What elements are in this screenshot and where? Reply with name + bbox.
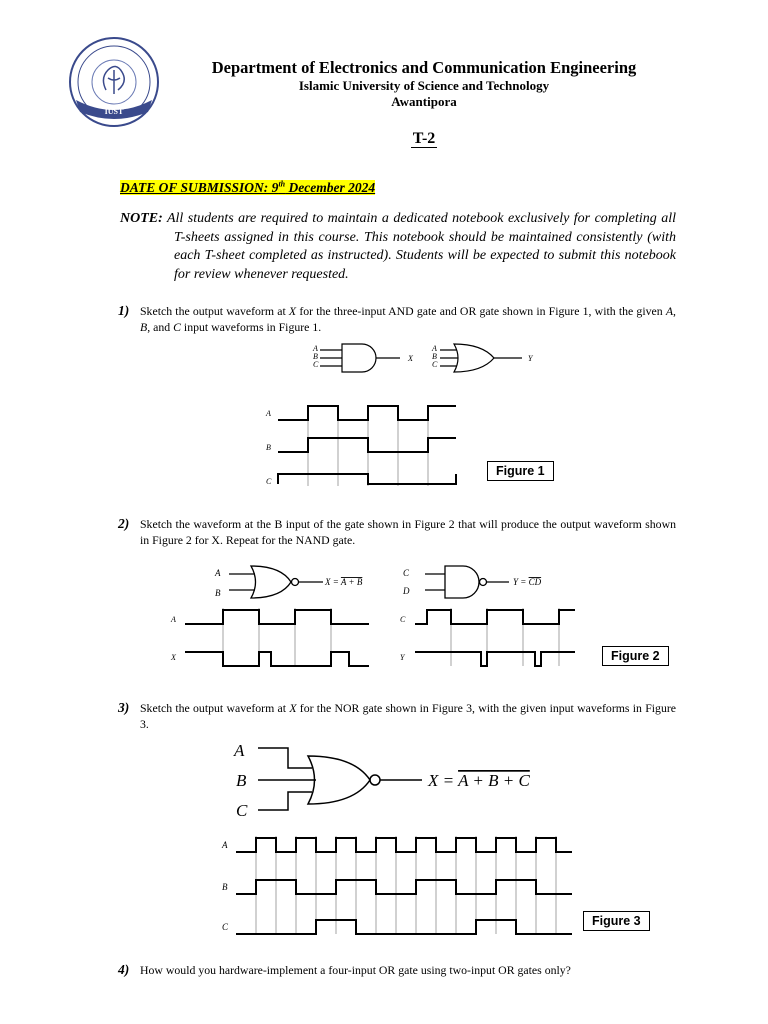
location-name: Awantipora [391, 94, 457, 109]
fig1-label-b: B [266, 443, 271, 452]
fig3-wave-b [236, 880, 572, 894]
fig2-gate1-input-a: A [215, 568, 221, 578]
fig2-overbar-ab: A + B [340, 577, 363, 587]
fig1-wave-b [278, 438, 456, 452]
figure-2-waveforms [165, 602, 595, 672]
fig3-wave-c [236, 920, 572, 934]
fig1-wave-a [278, 406, 456, 420]
fig2-wave-c [415, 610, 575, 624]
fig3-input-a: A [234, 741, 245, 760]
nand-gate-symbol-fig2 [425, 566, 509, 598]
figure-1-gates [300, 340, 550, 376]
and-input-b: B [313, 352, 318, 361]
fig3-wave-a [236, 838, 572, 852]
fig1-label-a: A [266, 409, 271, 418]
submission-date-rest: December 2024 [285, 179, 376, 195]
and-gate-symbol [320, 344, 400, 372]
or-input-b: B [432, 352, 437, 361]
submission-label: DATE OF SUBMISSION: 9 [120, 179, 279, 195]
figure-2-gates [205, 562, 575, 602]
nor-gate-symbol-fig3 [258, 748, 422, 810]
fig2-wave-y [415, 652, 575, 666]
question-4-number: 4) [118, 962, 130, 977]
submission-highlight [120, 180, 375, 195]
figure-1-waveforms [260, 400, 480, 492]
submission-date [120, 179, 375, 196]
fig2-gate1-input-b: B [215, 588, 221, 598]
fig2-gate2-input-c: C [403, 568, 410, 578]
seal-text: IUST [104, 107, 124, 116]
fig3-output: X = A + B + C [428, 771, 530, 790]
sheet-title [40, 130, 768, 148]
note-text: All students are required to maintain a dedicated notebook exclusively for completing all T-sheets assigned in this course. This notebook should be maintained consistently (with each T-sheet completed as instructed). Students will be expected to submit this notebook for review whenever requested. [166, 211, 677, 282]
question-4-text: How would you hardware-implement a four-input OR gate using two-input OR gates only? [140, 963, 571, 977]
university-name: Islamic University of Science and Technology [298, 78, 550, 93]
submission-sup: th [278, 179, 286, 188]
fig2-wave-x [185, 652, 369, 666]
fig2-gate2-input-d: D [403, 586, 410, 596]
figure-3-caption: Figure 3 [583, 911, 650, 931]
and-input-c: C [313, 360, 319, 369]
figure-2-caption: Figure 2 [602, 646, 669, 666]
department-title: Department of Electronics and Communication Engineering [211, 58, 637, 77]
or-gate-symbol [440, 344, 522, 372]
fig1-label-c: C [266, 477, 272, 486]
fig2-label-a: A [171, 615, 176, 624]
question-3-text: Sketch the output waveform at X for the NOR gate shown in Figure 3, with the given input waveforms in Figure 3. [140, 701, 677, 731]
question-3-number: 3) [118, 700, 130, 715]
question-2-text: Sketch the waveform at the B input of the gate shown in Figure 2 that will produce the output waveform shown in Figure 2 for X. Repeat for the NAND gate. [140, 517, 676, 547]
figure-3-waveforms [218, 830, 578, 940]
question-1-number: 1) [118, 303, 130, 318]
note-label: NOTE: [120, 211, 163, 226]
fig3-label-c: C [222, 922, 229, 932]
fig2-overbar-cd: CD [528, 577, 542, 587]
fig2-label-x: X [171, 653, 176, 662]
fig1-wave-c [278, 474, 456, 484]
or-input-a: A [432, 344, 437, 353]
fig3-overbar-abc: A + B + C [458, 771, 530, 790]
sheet-title-text: T-2 [412, 130, 436, 147]
fig2-gate1-output: X = A + B [325, 577, 363, 587]
fig3-label-b: B [222, 882, 228, 892]
fig3-input-b: B [236, 771, 247, 790]
question-2-number: 2) [118, 516, 130, 531]
fig2-gate2-output: Y = CD [513, 577, 542, 587]
or-output-y: Y [528, 354, 533, 363]
fig3-input-c: C [236, 801, 248, 820]
figure-3-gate [228, 738, 548, 820]
fig2-wave-a [185, 610, 369, 624]
and-input-a: A [313, 344, 318, 353]
question-1-text: Sketch the output waveform at X for the three-input AND gate and OR gate shown in Figure 1, with the given A, B, and C input waveforms in Figure 1. [140, 304, 676, 334]
or-input-c: C [432, 360, 438, 369]
note-block [120, 210, 676, 284]
fig2-label-c: C [400, 615, 406, 624]
nor-gate-symbol-fig2 [229, 566, 323, 598]
and-output-x: X [408, 354, 413, 363]
figure-1-caption: Figure 1 [487, 461, 554, 481]
fig3-label-a: A [222, 840, 228, 850]
fig2-label-y: Y [400, 653, 405, 662]
